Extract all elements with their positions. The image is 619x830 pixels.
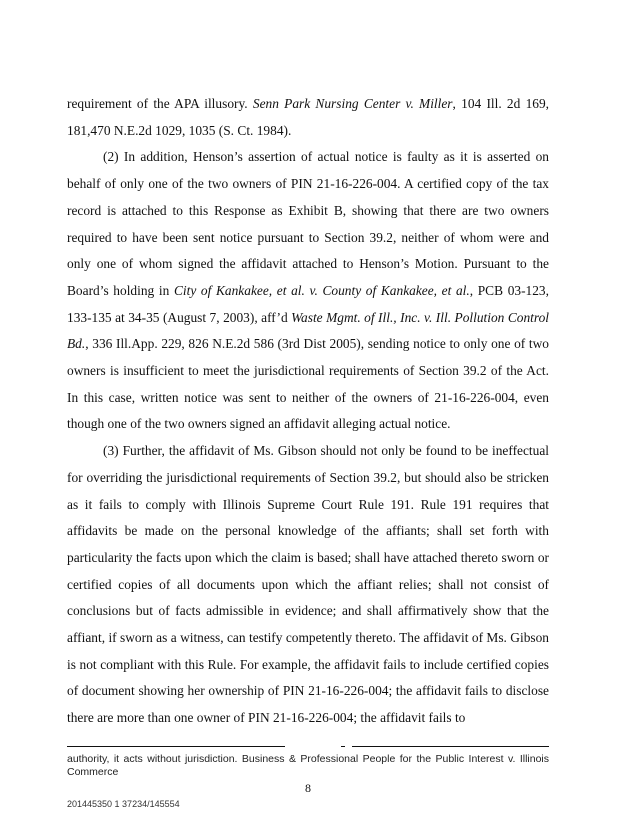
text-segment: (2) In addition, Henson’s assertion of actual notice is faulty as it is asserted on behalf of [67,149,549,192]
text-segment: fails to disclose there are more than one owner of PIN 21-16-226-004; the affidavit fails to [67,683,549,726]
footnote-text: authority, it acts without jurisdiction. Business & Professional People for the Public Interest v. Illinois Commerce [67,752,549,778]
footnote-separator [67,746,285,747]
text-segment: requirement of the APA illusory. [67,96,253,111]
citation-italic: Mgmt. of Ill., Inc. v. Ill. Pollution Control Bd. [67,309,549,352]
citation-italic: Senn Park Nursing Center v. Miller [252,96,453,111]
text-segment: (3) Further, the affidavit of Ms. Gibson should not only be found to be ineffectual for [67,443,549,485]
paragraph [67,438,549,732]
text-segment: the affiant relies; shall not consist of conclusions but of facts admissible in evidence; and shall [67,576,549,619]
text-segment: notice pursuant to Section 39.2, neither of whom were and only one of whom signed the affidavit [67,229,549,272]
text-segment: to this Response as Exhibit B, showing that there are two owners required to have been sent [67,202,549,245]
text-segment: to comply with Illinois Supreme Court Rule 191. Rule 191 requires that affidavits be made on [67,496,549,539]
citation-italic: County of Kankakee, et al. [322,282,470,298]
paragraph [67,91,549,144]
paragraph [67,144,549,438]
footnote-separator-dash [341,746,345,747]
document-id: 201445350 1 37234/145554 [67,798,180,809]
text-segment: attached to Henson’s Motion. Pursuant to the Board’s holding in [67,256,549,298]
citation-italic: City of Kankakee, et al. v. [173,282,318,298]
text-segment: affidavit of Ms. Gibson is not compliant with this Rule. For example, the affidavit fails to [67,630,549,672]
text-segment: claim is based; shall have attached thereto sworn or certified copies of all documents upon which [67,549,549,592]
text-segment: 16-226-004, even though one of the two owners signed an affidavit alleging actual notice. [67,389,549,432]
text-segment: , 104 Ill. 2d 169, 181,470 [67,96,549,138]
text-segment: include certified copies of document showing her ownership of PIN 21-16-226-004; the affidavit [67,656,549,699]
text-segment: sending notice to only one of two owners is insufficient to meet the jurisdictional requirements [67,336,549,379]
text-line [114,123,291,138]
text-segment: overriding the jurisdictional requirements of Section 39.2, but should also be stricken as it fails [67,469,549,512]
footnote-separator [352,746,549,747]
text-segment: , PCB 03-123, 133-135 at 34-35 (August 7, 2003), aff’d [67,282,549,325]
text-segment: only one of the two owners of PIN 21-16-226-004. A certified copy of the tax record is attached [67,176,549,218]
citation-italic: Waste [291,309,323,325]
text-segment: the personal knowledge of the affiants; shall set forth with particularity the facts upon which the [67,523,549,565]
body-text [67,91,549,732]
text-segment: N.E.2d 1029, 1035 (S. Ct. 1984). [113,122,292,138]
text-segment: of Section 39.2 of the Act. In this case, written notice was sent to neither of the owners of 21- [67,363,549,405]
page-number: 8 [305,780,311,795]
text-segment: , 336 Ill.App. 229, 826 N.E.2d 586 (3rd Dist 2005), [85,336,365,352]
footnote-separator-row [67,746,549,747]
text-segment: affirmatively show that the affiant, if sworn as a witness, can testify competently thereto. The [67,603,549,646]
